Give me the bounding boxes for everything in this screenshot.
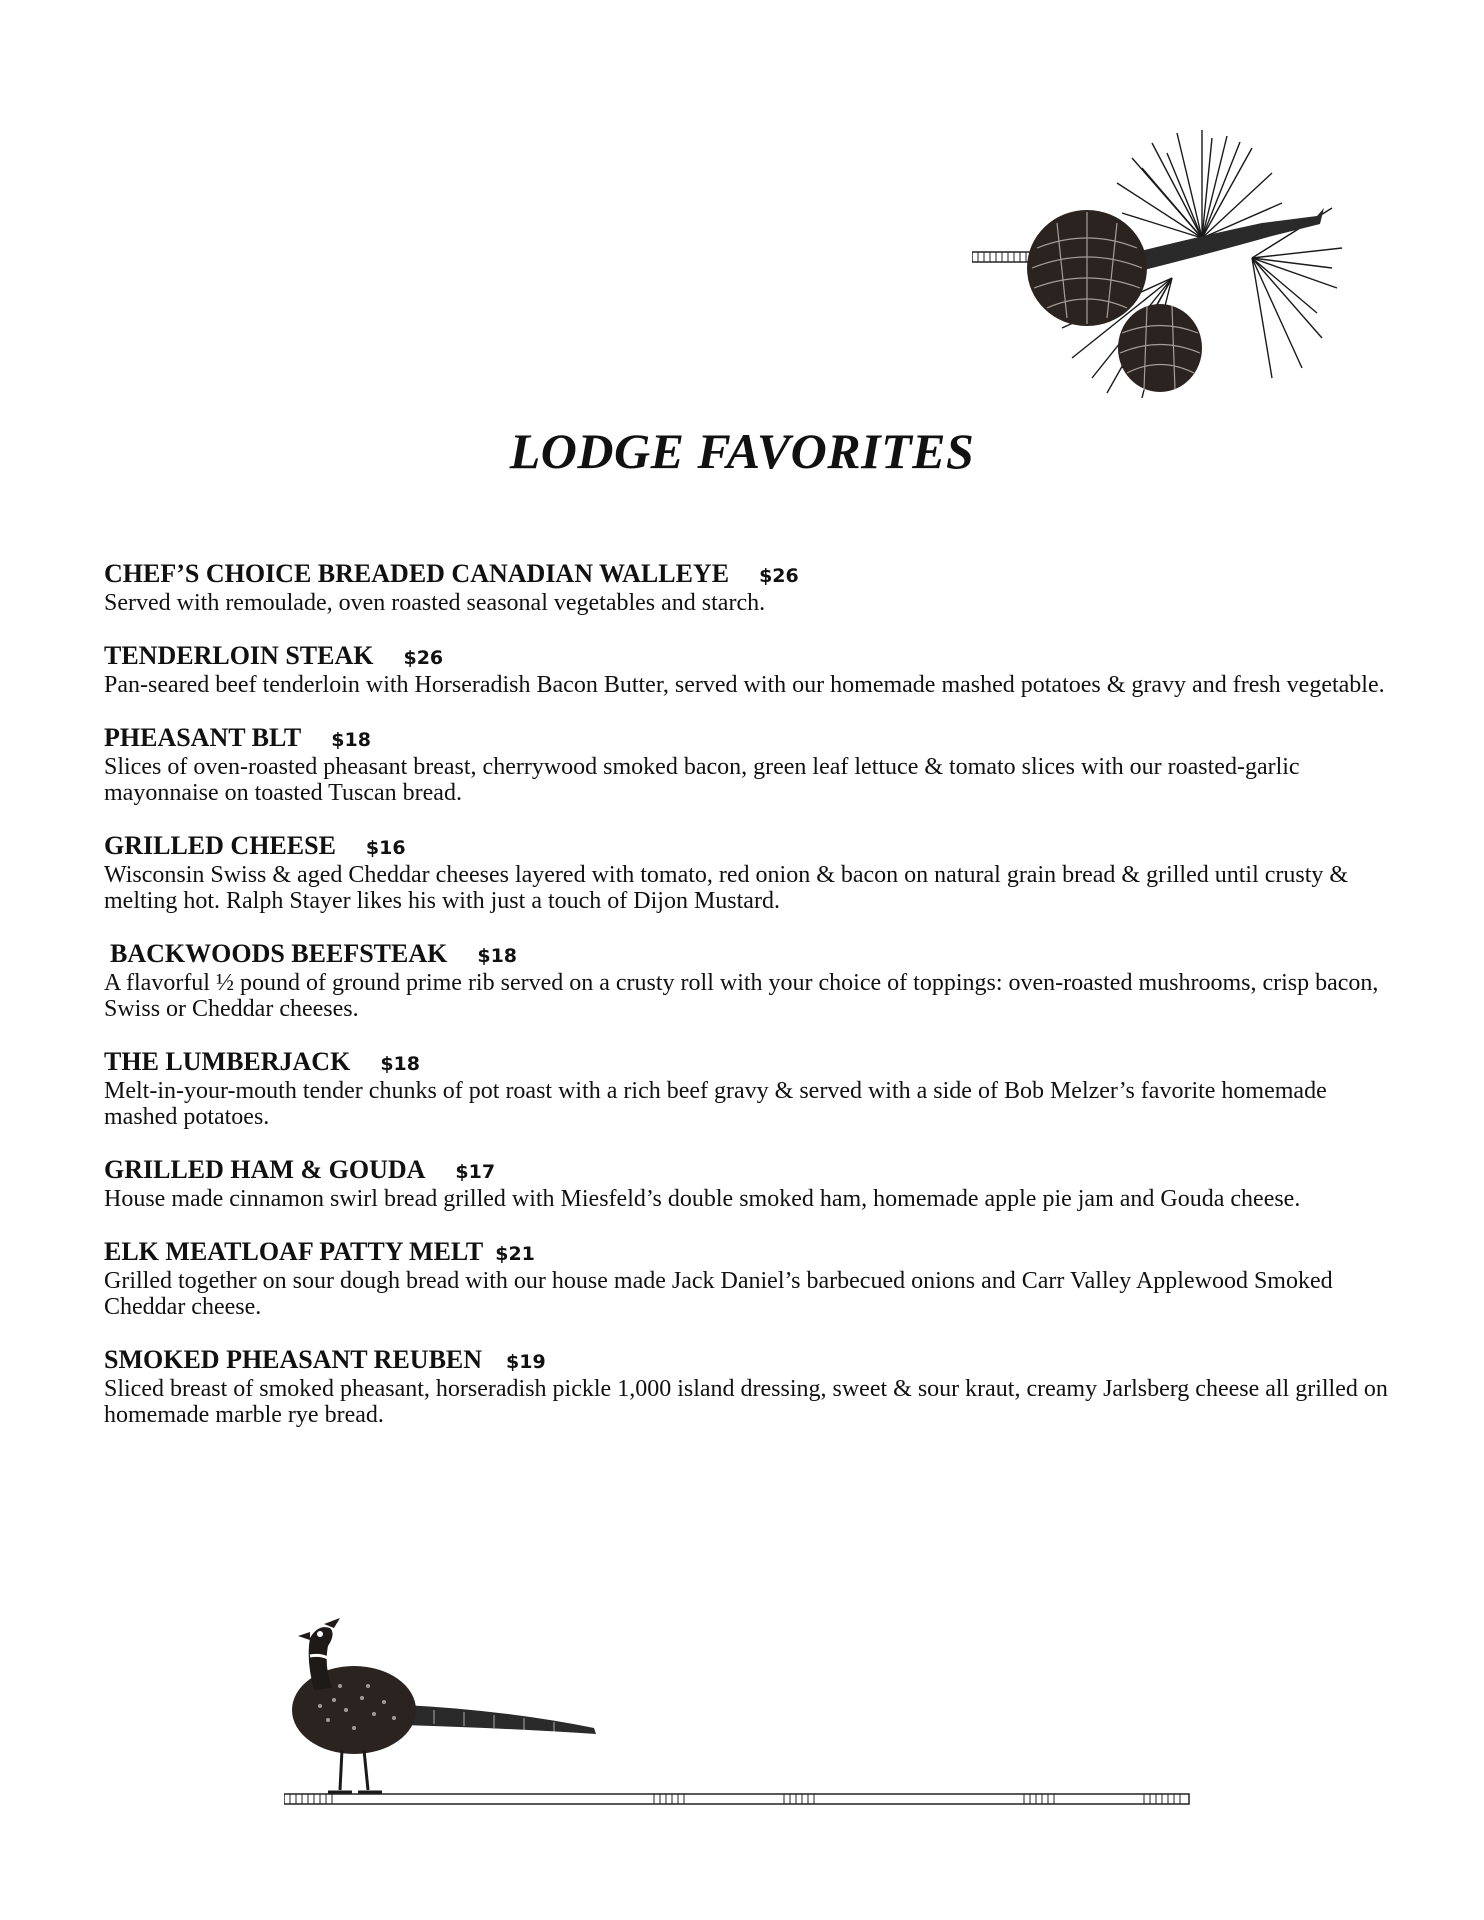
item-price: $19 [506, 1351, 546, 1373]
item-description: Sliced breast of smoked pheasant, horseradish pickle 1,000 island dressing, sweet & sour kraut, creamy Jarlsberg cheese all grilled on homemade marble rye bread. [104, 1376, 1388, 1428]
menu-list [104, 560, 1394, 1454]
menu-item [104, 724, 1394, 806]
menu-item [104, 1048, 1394, 1130]
menu-item [104, 1238, 1394, 1320]
item-price: $18 [331, 729, 371, 751]
item-name: SMOKED PHEASANT REUBEN [104, 1345, 483, 1374]
page-title: LODGE FAVORITES [509, 423, 975, 479]
item-price: $26 [759, 565, 799, 587]
item-name: PHEASANT BLT [104, 723, 302, 752]
item-name: GRILLED HAM & GOUDA [104, 1155, 426, 1184]
item-description: Pan-seared beef tenderloin with Horseradish Bacon Butter, served with our homemade mashed potatoes & gravy and fresh vegetable. [104, 672, 1385, 698]
item-description: House made cinnamon swirl bread grilled with Miesfeld’s double smoked ham, homemade apple pie jam and Gouda cheese. [104, 1186, 1301, 1212]
item-description: Melt-in-your-mouth tender chunks of pot roast with a rich beef gravy & served with a side of Bob Melzer’s favorite homemade mashed potatoes. [104, 1078, 1327, 1130]
item-description: A flavorful ½ pound of ground prime rib served on a crusty roll with your choice of toppings: oven-roasted mushrooms, crisp bacon, Swiss or Cheddar cheeses. [104, 970, 1379, 1022]
item-name: ELK MEATLOAF PATTY MELT [104, 1237, 484, 1266]
item-name: BACKWOODS BEEFSTEAK [110, 939, 448, 968]
menu-item [104, 642, 1394, 698]
menu-item [104, 560, 1394, 616]
item-price: $18 [380, 1053, 420, 1075]
item-price: $26 [403, 647, 444, 669]
item-price: $21 [495, 1243, 535, 1265]
item-name: GRILLED CHEESE [104, 831, 336, 860]
item-description: Wisconsin Swiss & aged Cheddar cheeses layered with tomato, red onion & bacon on natural grain bread & grilled until crusty & melting hot. Ralph Stayer likes his with just a touch of Dijon Mustard. [104, 862, 1349, 914]
pheasant-illustration [284, 1610, 1204, 1810]
item-name: TENDERLOIN STEAK [104, 641, 374, 670]
menu-item [104, 832, 1394, 914]
item-description: Served with remoulade, oven roasted seasonal vegetables and starch. [104, 590, 766, 616]
item-price: $16 [365, 837, 406, 859]
item-description: Grilled together on sour dough bread with our house made Jack Daniel’s barbecued onions and Carr Valley Applewood Smoked Cheddar cheese. [104, 1268, 1333, 1320]
menu-item [104, 1346, 1394, 1428]
menu-item [104, 940, 1394, 1022]
menu-item [104, 1156, 1394, 1212]
item-description: Slices of oven-roasted pheasant breast, cherrywood smoked bacon, green leaf lettuce & tomato slices with our roasted-garlic mayonnaise on toasted Tuscan bread. [104, 754, 1300, 806]
item-price: $18 [477, 945, 518, 967]
item-price: $17 [455, 1161, 496, 1183]
item-name: CHEF’S CHOICE BREADED CANADIAN WALLEYE [104, 559, 730, 588]
pine-branch-illustration [972, 128, 1352, 428]
item-name: THE LUMBERJACK [104, 1047, 351, 1076]
